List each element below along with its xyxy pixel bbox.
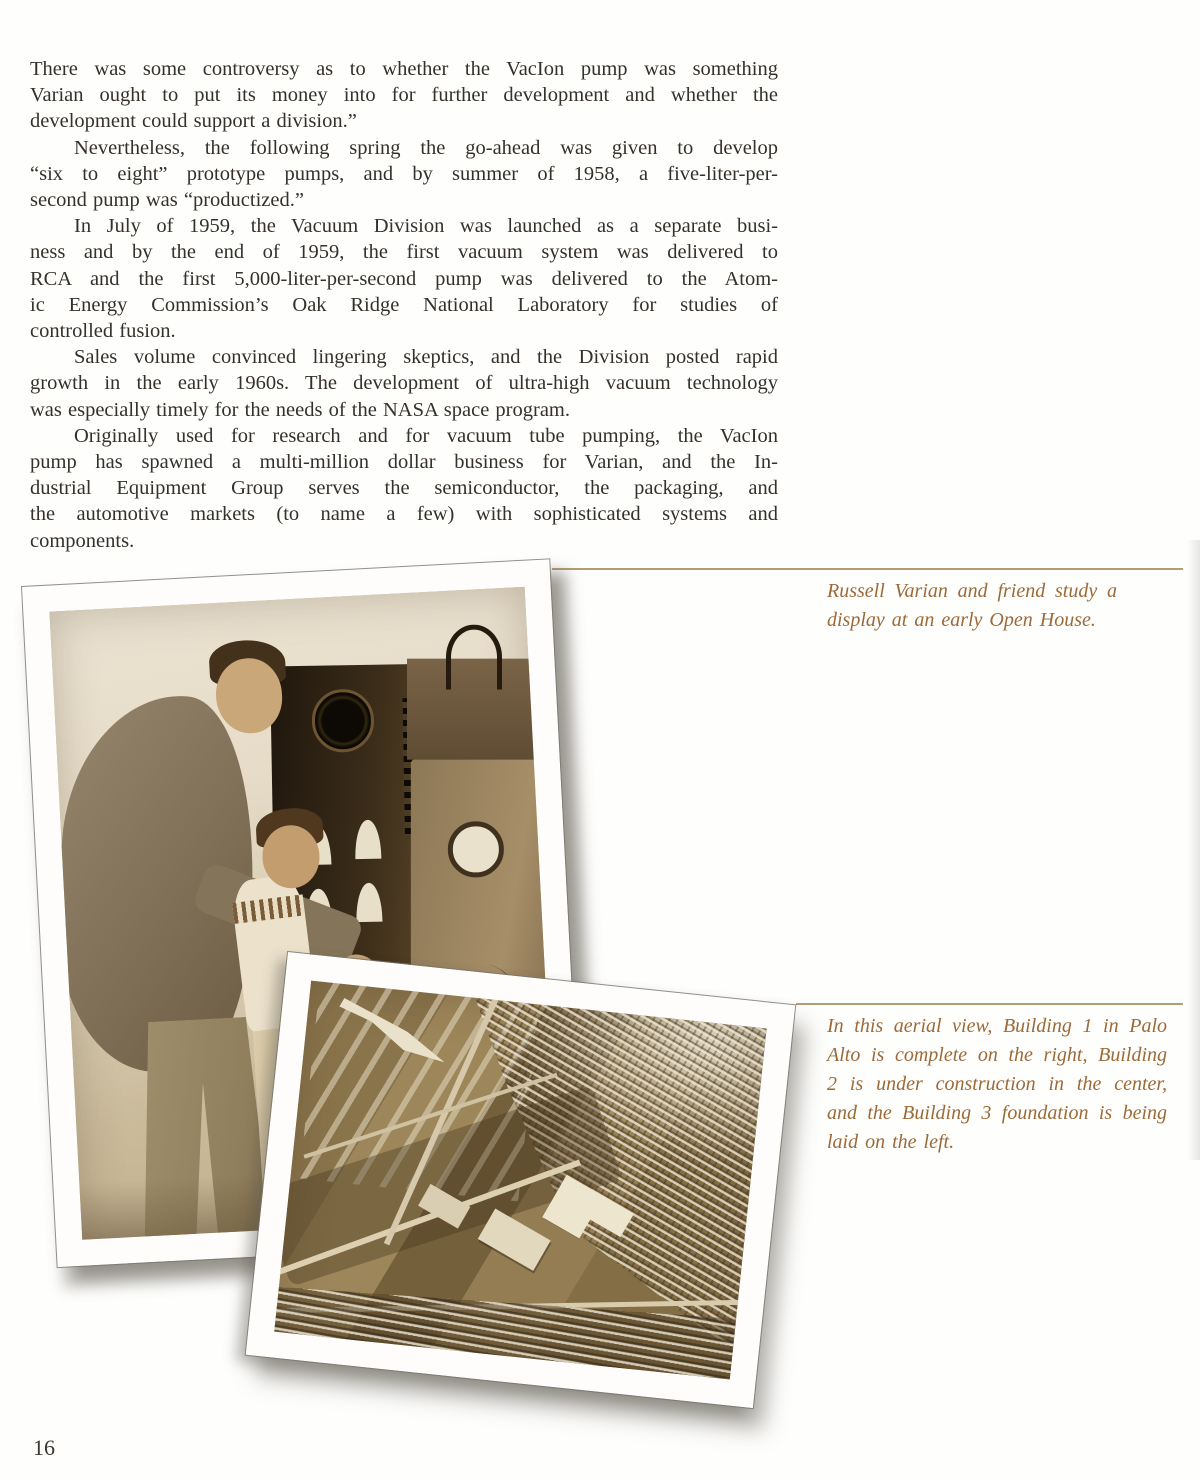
text-line: Nevertheless, the following spring the go-ahead was given to develop: [74, 136, 778, 159]
text-line: second pump was “productized.”: [30, 189, 304, 212]
round-meter: [448, 822, 504, 878]
text-line: In July of 1959, the Vacuum Division was launched as a separate busi-: [74, 215, 778, 238]
text-line: RCA and the first 5,000-liter-per-second pump was delivered to the Atom-: [30, 267, 778, 290]
text-line: There was some controversy as to whether the VacIon pump was something: [30, 58, 778, 80]
text-line: the automotive markets (to name a few) with sophisticated systems and: [30, 503, 778, 526]
body-text-column: [30, 56, 778, 554]
text-line: and the Building 3 foundation is being: [827, 1102, 1167, 1124]
photo-aerial: [246, 952, 796, 1408]
text-line: development could support a division.”: [30, 110, 357, 133]
caption-divider-open-house: [552, 568, 1183, 570]
large-dial: [312, 689, 376, 753]
page-number: 16: [33, 1435, 55, 1460]
paragraph-2: [30, 135, 778, 214]
page-edge-shadow: [1187, 540, 1200, 1160]
text-line: Originally used for research and for vacuum tube pumping, the VacIon: [74, 424, 778, 447]
text-line: ic Energy Commission’s Oak Ridge National Laboratory for studies of: [30, 293, 778, 316]
text-line: Alto is complete on the right, Building: [827, 1044, 1167, 1066]
paragraph-3: [30, 213, 778, 344]
panel-meter: [355, 820, 382, 859]
caption-aerial: [827, 1012, 1167, 1157]
caption-open-house: [827, 577, 1117, 635]
text-line: growth in the early 1960s. The development of ultra-high vacuum technology: [30, 372, 778, 395]
text-line: display at an early Open House.: [827, 609, 1096, 631]
text-line: laid on the left.: [827, 1131, 955, 1153]
paragraph-4: [30, 344, 778, 423]
paragraph-5: [30, 423, 778, 554]
photo-aerial-image: [274, 981, 766, 1380]
paragraph-1: [30, 56, 778, 135]
text-line: pump has spawned a multi-million dollar business for Varian, and the In-: [30, 451, 778, 474]
text-line: 2 is under construction in the center,: [827, 1073, 1167, 1095]
caption-divider-aerial: [796, 1003, 1183, 1005]
text-line: controlled fusion.: [30, 320, 176, 343]
instrument-handle: [446, 625, 502, 690]
text-line: Varian ought to put its money into for further development and whether the: [30, 84, 778, 107]
text-line: Sales volume convinced lingering skeptics, and the Division posted rapid: [74, 346, 778, 369]
text-line: was especially timely for the needs of the NASA space program.: [30, 398, 570, 421]
text-line: In this aerial view, Building 1 in Palo: [827, 1015, 1167, 1037]
building-2: [478, 1208, 551, 1271]
text-line: Russell Varian and friend study a: [827, 580, 1117, 602]
text-line: “six to eight” prototype pumps, and by summer of 1958, a five-liter-per-: [30, 162, 778, 185]
top-instrument: [407, 659, 536, 760]
text-line: components.: [30, 529, 135, 552]
striped-collar: [232, 894, 305, 924]
text-line: ness and by the end of 1959, the first vacuum system was delivered to: [30, 241, 778, 264]
panel-meter: [356, 883, 383, 922]
text-line: dustrial Equipment Group serves the semiconductor, the packaging, and: [30, 477, 778, 500]
